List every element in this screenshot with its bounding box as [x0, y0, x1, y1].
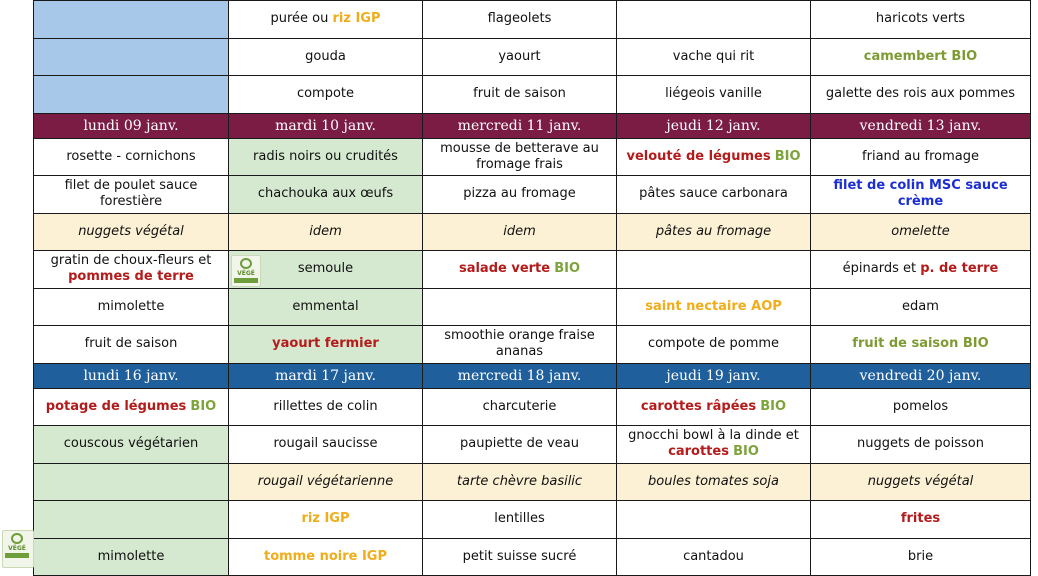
week-header-row — [34, 363, 1031, 388]
menu-item: yaourt — [498, 48, 541, 64]
menu-item: rougail saucisse — [273, 436, 378, 452]
menu-cell — [617, 213, 811, 251]
table-row — [34, 538, 1031, 576]
menu-cell — [811, 463, 1031, 501]
menu-cell — [34, 213, 229, 251]
menu-cell — [229, 501, 423, 539]
menu-item: camembert BIO — [863, 48, 978, 64]
menu-cell — [423, 138, 617, 176]
menu-cell — [811, 426, 1031, 464]
menu-cell — [617, 38, 811, 76]
menu-item: idem — [309, 223, 342, 239]
menu-cell — [34, 138, 229, 176]
menu-item: pomelos — [892, 398, 949, 414]
menu-item: boules tomates soja — [648, 473, 779, 489]
table-row — [34, 426, 1031, 464]
menu-cell — [229, 1, 423, 39]
day-header: lundi 09 janv. — [34, 113, 229, 138]
menu-cell — [229, 326, 423, 364]
bio-label: BIO — [554, 261, 581, 277]
menu-grid — [33, 0, 1030, 576]
menu-cell — [423, 501, 617, 539]
menu-cell — [423, 38, 617, 76]
menu-cell — [34, 426, 229, 464]
menu-item: rougail végétarienne — [257, 473, 394, 489]
table-row — [34, 38, 1031, 76]
menu-item: gouda — [305, 48, 346, 64]
menu-cell — [229, 426, 423, 464]
menu-item: mimolette — [97, 548, 165, 564]
menu-cell — [811, 76, 1031, 114]
day-header: jeudi 12 janv. — [617, 113, 811, 138]
menu-cell — [617, 501, 811, 539]
menu-item: cantadou — [683, 548, 744, 564]
menu-item: fruit de saison — [84, 336, 178, 352]
menu-cell — [34, 288, 229, 326]
menu-item: lentilles — [494, 511, 545, 527]
menu-item: rosette - cornichons — [66, 148, 196, 164]
menu-cell — [617, 1, 811, 39]
menu-item: mousse de betterave au fromage frais — [440, 140, 599, 172]
menu-item: semoule — [297, 261, 354, 277]
table-row — [34, 76, 1031, 114]
menu-cell — [423, 326, 617, 364]
day-header: mercredi 11 janv. — [423, 113, 617, 138]
menu-item: fruit de saison BIO — [852, 336, 989, 352]
menu-item: vache qui rit — [672, 48, 755, 64]
menu-cell — [34, 176, 229, 214]
menu-cell — [617, 251, 811, 289]
menu-cell — [423, 251, 617, 289]
week-header-row — [34, 113, 1031, 138]
menu-item: saint nectaire AOP — [645, 298, 782, 314]
menu-item: pizza au fromage — [463, 186, 576, 202]
menu-cell — [34, 538, 229, 576]
menu-item: galette des rois aux pommes — [825, 86, 1016, 102]
menu-cell — [229, 538, 423, 576]
menu-item: compote de pomme — [647, 336, 780, 352]
menu-item: pâtes au fromage — [655, 223, 772, 239]
menu-item: rillettes de colin — [273, 398, 378, 414]
menu-table — [33, 0, 1031, 576]
menu-cell — [34, 251, 229, 289]
menu-item: purée ou — [270, 11, 333, 27]
igp-label: riz IGP — [332, 11, 381, 27]
table-row — [34, 288, 1031, 326]
menu-cell — [34, 38, 229, 76]
menu-item: idem — [503, 223, 536, 239]
menu-item: liégeois vanille — [665, 86, 762, 102]
menu-cell — [34, 463, 229, 501]
menu-cell — [617, 388, 811, 426]
menu-item: paupiette de veau — [460, 436, 579, 452]
menu-cell — [34, 501, 229, 539]
menu-cell — [34, 76, 229, 114]
menu-cell — [617, 426, 811, 464]
menu-cell — [617, 76, 811, 114]
menu-item: petit suisse sucré — [462, 548, 577, 564]
menu-item: p. de terre — [920, 261, 999, 277]
menu-item: chachouka aux œufs — [257, 186, 394, 202]
menu-cell — [229, 251, 423, 289]
menu-cell — [423, 463, 617, 501]
menu-cell — [811, 38, 1031, 76]
menu-item: filet de poulet sauce forestière — [64, 178, 198, 210]
day-header: mardi 17 janv. — [229, 363, 423, 388]
bio-label: BIO — [774, 148, 801, 164]
day-header: vendredi 20 janv. — [811, 363, 1031, 388]
menu-cell — [34, 1, 229, 39]
menu-item: charcuterie — [482, 398, 557, 414]
menu-cell — [617, 288, 811, 326]
menu-item: potage de légumes — [45, 398, 187, 414]
menu-item: tarte chèvre basilic — [456, 473, 583, 489]
menu-cell — [811, 138, 1031, 176]
menu-item: mimolette — [97, 298, 165, 314]
table-row — [34, 251, 1031, 289]
menu-cell — [617, 176, 811, 214]
menu-item: haricots verts — [875, 11, 966, 27]
menu-cell — [423, 176, 617, 214]
table-row — [34, 326, 1031, 364]
menu-cell — [229, 463, 423, 501]
menu-item: couscous végétarien — [63, 436, 199, 452]
menu-cell — [229, 213, 423, 251]
menu-item: nuggets végétal — [78, 223, 184, 239]
menu-cell — [423, 1, 617, 39]
menu-item: pâtes sauce carbonara — [639, 186, 788, 202]
menu-cell — [617, 538, 811, 576]
menu-item: yaourt fermier — [272, 336, 379, 352]
table-row — [34, 463, 1031, 501]
menu-item: épinards et — [842, 261, 921, 277]
menu-cell — [811, 213, 1031, 251]
menu-item: brie — [907, 548, 934, 564]
menu-cell — [617, 326, 811, 364]
menu-cell — [811, 176, 1031, 214]
day-header: lundi 16 janv. — [34, 363, 229, 388]
menu-cell — [811, 538, 1031, 576]
menu-item: salade verte — [458, 261, 551, 277]
menu-item: frites — [900, 511, 941, 527]
day-header: mardi 10 janv. — [229, 113, 423, 138]
menu-cell — [811, 251, 1031, 289]
menu-item: flageolets — [487, 11, 552, 27]
menu-item: carottes râpées — [640, 398, 757, 414]
day-header: vendredi 13 janv. — [811, 113, 1031, 138]
menu-item: edam — [902, 298, 939, 314]
table-row — [34, 388, 1031, 426]
menu-item: nuggets de poisson — [857, 436, 984, 452]
menu-cell — [34, 388, 229, 426]
table-row — [34, 213, 1031, 251]
menu-item: filet de colin MSC sauce crème — [833, 178, 1008, 210]
table-row — [34, 176, 1031, 214]
bio-label: BIO — [733, 444, 759, 460]
menu-cell — [811, 1, 1031, 39]
table-row — [34, 1, 1031, 39]
menu-cell — [423, 76, 617, 114]
table-row — [34, 501, 1031, 539]
menu-item: friand au fromage — [862, 148, 979, 164]
menu-cell — [617, 138, 811, 176]
menu-item: velouté de légumes — [626, 148, 771, 164]
menu-cell — [229, 138, 423, 176]
menu-item: riz IGP — [301, 511, 350, 527]
menu-cell — [423, 538, 617, 576]
menu-cell — [423, 426, 617, 464]
day-header: jeudi 19 janv. — [617, 363, 811, 388]
menu-cell — [229, 388, 423, 426]
menu-cell — [811, 501, 1031, 539]
menu-item: smoothie orange fraise ananas — [444, 328, 595, 360]
menu-cell — [229, 76, 423, 114]
menu-cell — [423, 388, 617, 426]
menu-item: radis noirs ou crudités — [253, 148, 398, 164]
menu-cell — [423, 288, 617, 326]
menu-item: compote — [296, 86, 355, 102]
vegetarian-logo-icon: VÉGÉ — [2, 530, 34, 568]
menu-cell — [229, 288, 423, 326]
menu-cell — [34, 326, 229, 364]
menu-cell — [229, 38, 423, 76]
menu-cell — [811, 388, 1031, 426]
menu-item: pommes de terre — [68, 269, 194, 285]
menu-item: nuggets végétal — [867, 473, 974, 489]
menu-item: fruit de saison — [473, 86, 566, 102]
menu-item: gratin de choux-fleurs et — [50, 253, 212, 269]
bio-label: BIO — [760, 398, 787, 414]
menu-item: omelette — [891, 223, 950, 239]
bio-label: BIO — [190, 398, 217, 414]
day-header: mercredi 18 janv. — [423, 363, 617, 388]
menu-item: gnocchi bowl à la dinde et — [628, 428, 799, 444]
table-row — [34, 138, 1031, 176]
vegetarian-logo-icon: VÉGÉ — [231, 255, 261, 287]
menu-cell — [811, 326, 1031, 364]
menu-item: carottes — [668, 444, 729, 460]
menu-item: emmental — [292, 298, 359, 314]
menu-cell — [423, 213, 617, 251]
menu-cell — [617, 463, 811, 501]
menu-cell — [811, 288, 1031, 326]
menu-item: tomme noire IGP — [263, 548, 387, 564]
menu-cell — [229, 176, 423, 214]
